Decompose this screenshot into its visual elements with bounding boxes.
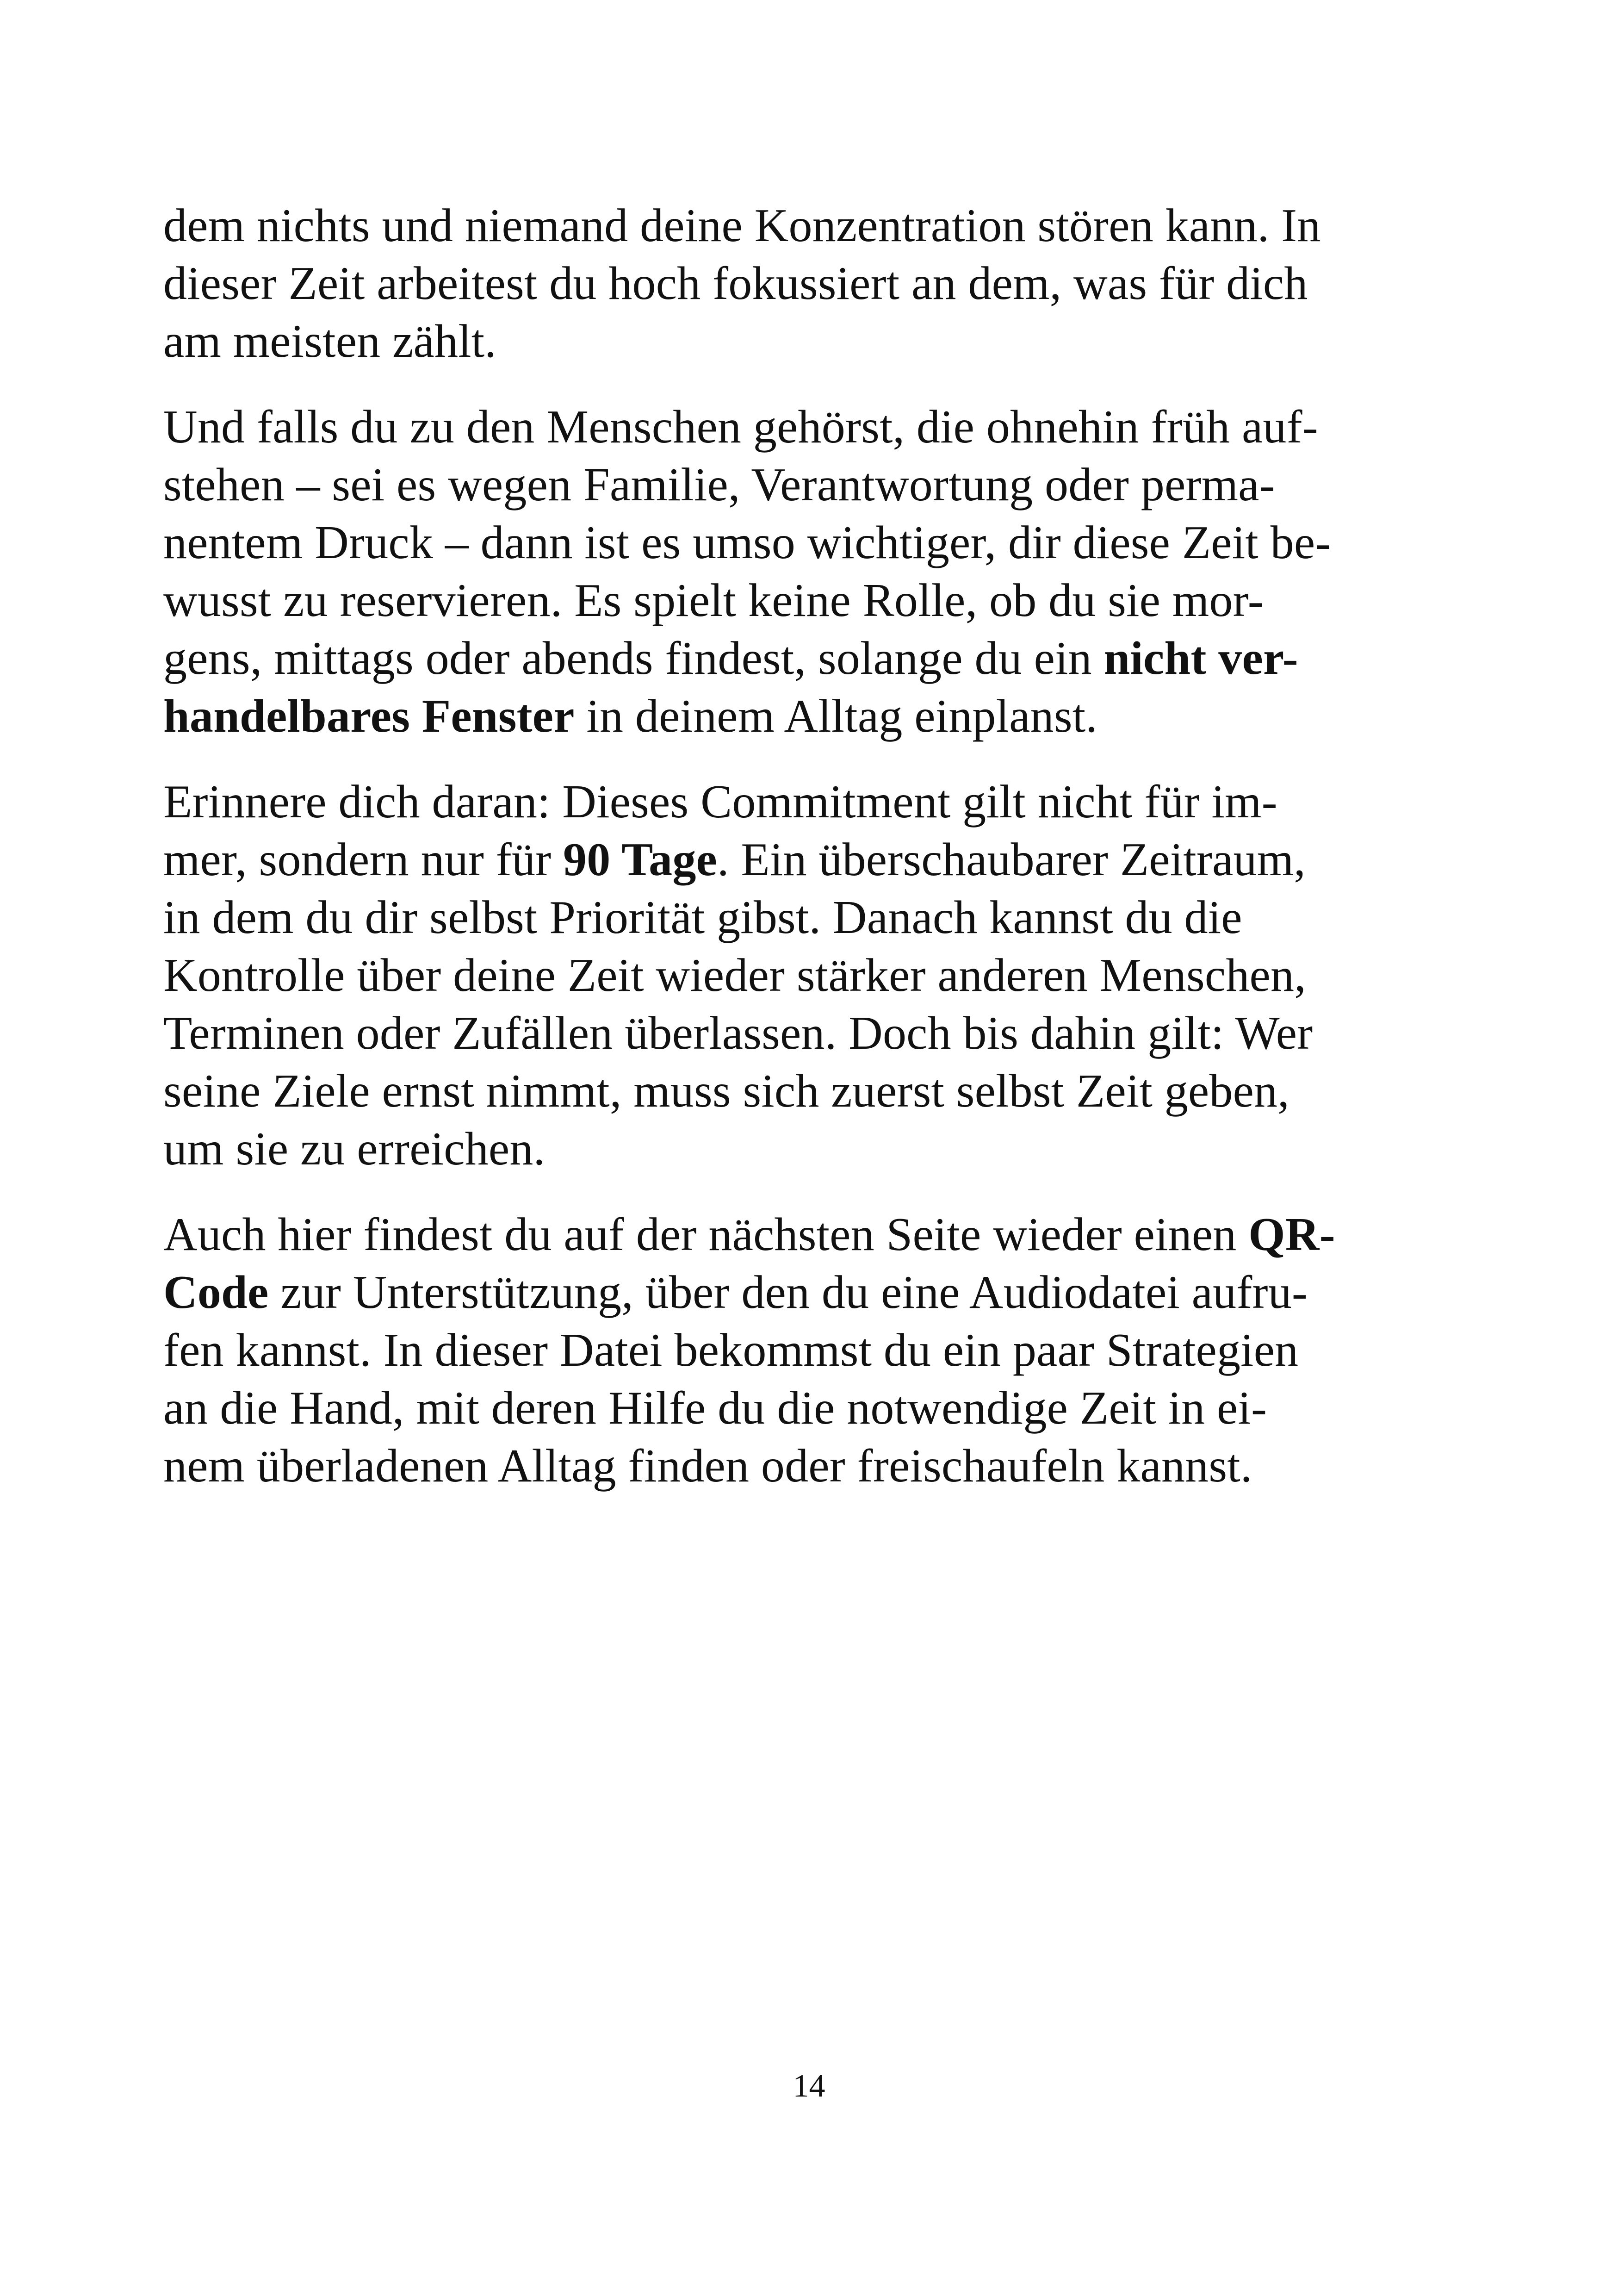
text-line: Terminen oder Zufällen überlassen. Doch bis dahin gilt: Wer bbox=[163, 1007, 1313, 1059]
text-line: fen kannst. In dieser Datei bekommst du ein paar Strategien bbox=[163, 1324, 1299, 1376]
text-line: seine Ziele ernst nimmt, muss sich zuerst selbst Zeit geben, bbox=[163, 1065, 1289, 1117]
text-line: am meisten zählt. bbox=[163, 315, 496, 367]
text-line: Code zur Unterstützung, über den du eine Audiodatei aufru- bbox=[163, 1266, 1308, 1319]
bold-phrase: 90 Tage bbox=[563, 834, 718, 886]
bold-phrase: handelbares Fenster bbox=[163, 690, 575, 742]
text-line: Und falls du zu den Menschen gehörst, die ohnehin früh auf- bbox=[163, 401, 1318, 453]
bold-phrase: QR- bbox=[1248, 1208, 1335, 1261]
bold-phrase: nicht ver- bbox=[1103, 632, 1298, 684]
text-line: um sie zu erreichen. bbox=[163, 1123, 546, 1175]
text-line: nentem Druck – dann ist es umso wichtiger, dir diese Zeit be- bbox=[163, 516, 1331, 569]
text-line: Erinnere dich daran: Dieses Commitment gilt nicht für im- bbox=[163, 776, 1277, 828]
page-number: 14 bbox=[793, 2068, 825, 2104]
text-line: stehen – sei es wegen Familie, Verantwortung oder perma- bbox=[163, 459, 1275, 511]
text-line: in dem du dir selbst Priorität gibst. Danach kannst du die bbox=[163, 891, 1242, 944]
text-line: handelbares Fenster in deinem Alltag einplanst. bbox=[163, 690, 1097, 742]
text-line: gens, mittags oder abends findest, solange du ein nicht ver- bbox=[163, 632, 1298, 684]
text-line: nem überladenen Alltag finden oder freischaufeln kannst. bbox=[163, 1440, 1252, 1492]
text-line: dem nichts und niemand deine Konzentration stören kann. In bbox=[163, 199, 1321, 252]
text-line: Kontrolle über deine Zeit wieder stärker anderen Menschen, bbox=[163, 949, 1306, 1002]
text-line: wusst zu reservieren. Es spielt keine Rolle, ob du sie mor- bbox=[163, 574, 1264, 627]
bold-phrase: Code bbox=[163, 1266, 269, 1319]
text-line: dieser Zeit arbeitest du hoch fokussiert an dem, was für dich bbox=[163, 257, 1308, 310]
text-line: Auch hier findest du auf der nächsten Seite wieder einen QR- bbox=[163, 1208, 1335, 1261]
text-line: mer, sondern nur für 90 Tage. Ein überschaubarer Zeitraum, bbox=[163, 834, 1306, 886]
text-line: an die Hand, mit deren Hilfe du die notwendige Zeit in ei- bbox=[163, 1382, 1267, 1434]
